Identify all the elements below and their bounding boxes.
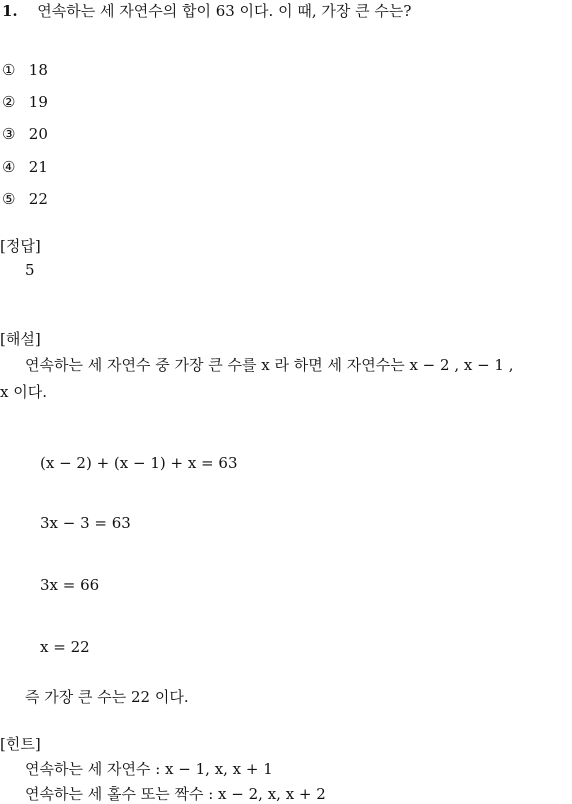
answer-label: [정답] xyxy=(0,237,41,255)
answer-value: 5 xyxy=(25,261,35,279)
hint-line-2: 연속하는 세 홀수 또는 짝수 : x − 2, x, x + 2 xyxy=(25,785,326,803)
equation-2: 3x − 3 = 63 xyxy=(40,514,131,532)
explanation-conclusion: 즉 가장 큰 수는 22 이다. xyxy=(25,688,189,706)
equation-4: x = 22 xyxy=(40,638,90,656)
explanation-line-1: 연속하는 세 자연수 중 가장 큰 수를 x 라 하면 세 자연수는 x − 2 , x − 1 , xyxy=(25,356,514,374)
choice-marker: ③ xyxy=(2,125,16,143)
hint-line-1: 연속하는 세 자연수 : x − 1, x, x + 1 xyxy=(25,760,273,778)
equation-1: (x − 2) + (x − 1) + x = 63 xyxy=(40,454,238,472)
choice-1[interactable] xyxy=(2,61,48,79)
hint-label: [힌트] xyxy=(0,735,41,753)
explanation-label: [해설] xyxy=(0,330,41,348)
choice-marker: ④ xyxy=(2,158,16,176)
choice-marker: ① xyxy=(2,61,16,79)
choice-3[interactable] xyxy=(2,125,48,143)
choice-value: 20 xyxy=(28,125,48,143)
question-text: 연속하는 세 자연수의 합이 63 이다. 이 때, 가장 큰 수는? xyxy=(37,2,412,20)
choice-value: 19 xyxy=(28,93,48,111)
choice-5[interactable] xyxy=(2,190,48,208)
choice-marker: ⑤ xyxy=(2,190,16,208)
choice-4[interactable] xyxy=(2,158,48,176)
choice-value: 22 xyxy=(28,190,48,208)
choice-value: 18 xyxy=(28,61,48,79)
equation-3: 3x = 66 xyxy=(40,576,100,594)
choice-2[interactable] xyxy=(2,93,48,111)
explanation-line-2: x 이다. xyxy=(0,383,47,401)
question-number: 1. xyxy=(2,2,18,20)
choice-marker: ② xyxy=(2,93,16,111)
question xyxy=(2,0,411,21)
choice-value: 21 xyxy=(28,158,48,176)
